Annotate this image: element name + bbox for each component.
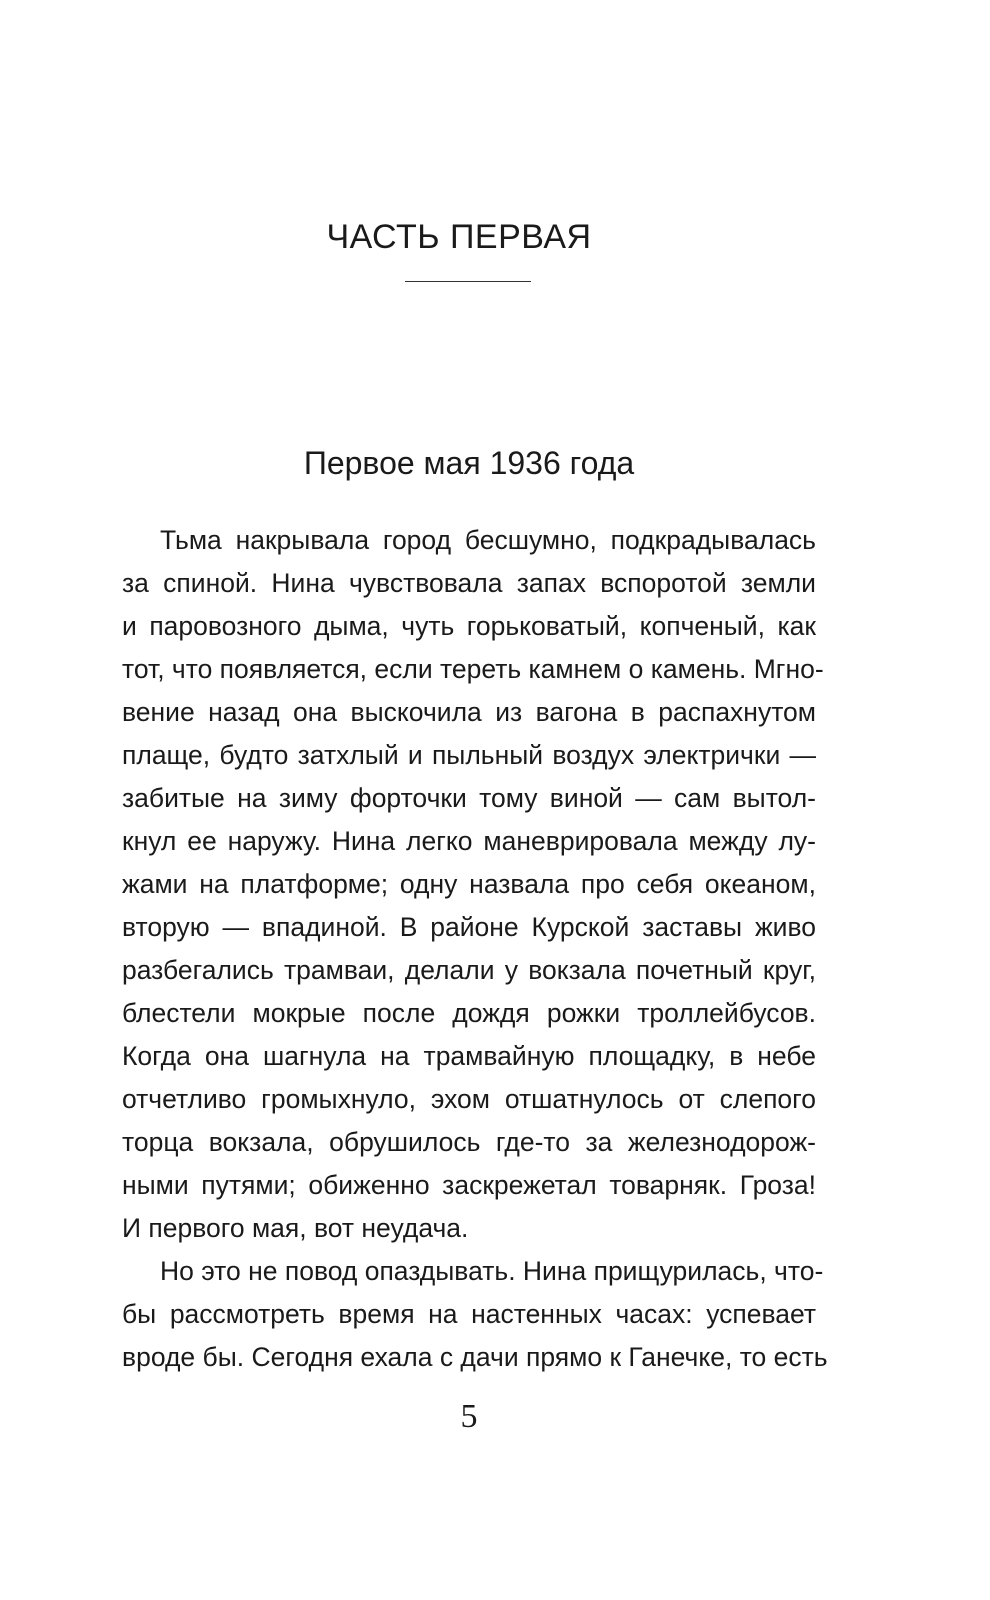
- chapter-title: Первое мая 1936 года: [303, 445, 635, 481]
- text-line: вроде бы. Сегодня ехала с дачи прямо к Ганечке, то есть: [122, 1342, 828, 1372]
- text-line: И первого мая, вот неудача.: [122, 1213, 469, 1243]
- text-line: забитые на зиму форточки тому виной — сам вытол-: [122, 783, 816, 813]
- text-line: Но это не повод опаздывать. Нина прищурилась, что-: [160, 1256, 824, 1286]
- text-line: плаще, будто затхлый и пыльный воздух электрички —: [122, 740, 816, 770]
- page-number: 5: [460, 1398, 478, 1435]
- text-line: Когда она шагнула на трамвайную площадку, в небе: [122, 1041, 816, 1071]
- part-title-underline: [405, 281, 531, 282]
- text-line: вение назад она выскочила из вагона в распахнутом: [122, 697, 816, 727]
- text-line: бы рассмотреть время на настенных часах: успевает: [122, 1299, 816, 1329]
- body-text: [122, 519, 828, 1379]
- text-line: ными путями; обиженно заскрежетал товарняк. Гроза!: [122, 1170, 816, 1200]
- text-line: за спиной. Нина чувствовала запах вспоротой земли: [122, 568, 816, 598]
- text-line: вторую — впадиной. В районе Курской заставы живо: [122, 912, 816, 942]
- text-line: кнул ее наружу. Нина легко маневрировала между лу-: [122, 826, 816, 856]
- text-line: Тьма накрывала город бесшумно, подкрадывалась: [160, 525, 816, 555]
- text-line: и паровозного дыма, чуть горьковатый, копченый, как: [122, 611, 816, 641]
- text-line: тот, что появляется, если тереть камнем о камень. Мгно-: [122, 654, 824, 684]
- text-line: отчетливо громыхнуло, эхом отшатнулось от слепого: [122, 1084, 816, 1114]
- text-line: жами на платформе; одну назвала про себя океаном,: [122, 869, 816, 899]
- text-line: торца вокзала, обрушилось где-то за железнодорож-: [122, 1127, 816, 1157]
- part-title: ЧАСТЬ ПЕРВАЯ: [326, 218, 592, 256]
- text-line: разбегались трамваи, делали у вокзала почетный круг,: [122, 955, 816, 985]
- text-line: блестели мокрые после дождя рожки троллейбусов.: [122, 998, 816, 1028]
